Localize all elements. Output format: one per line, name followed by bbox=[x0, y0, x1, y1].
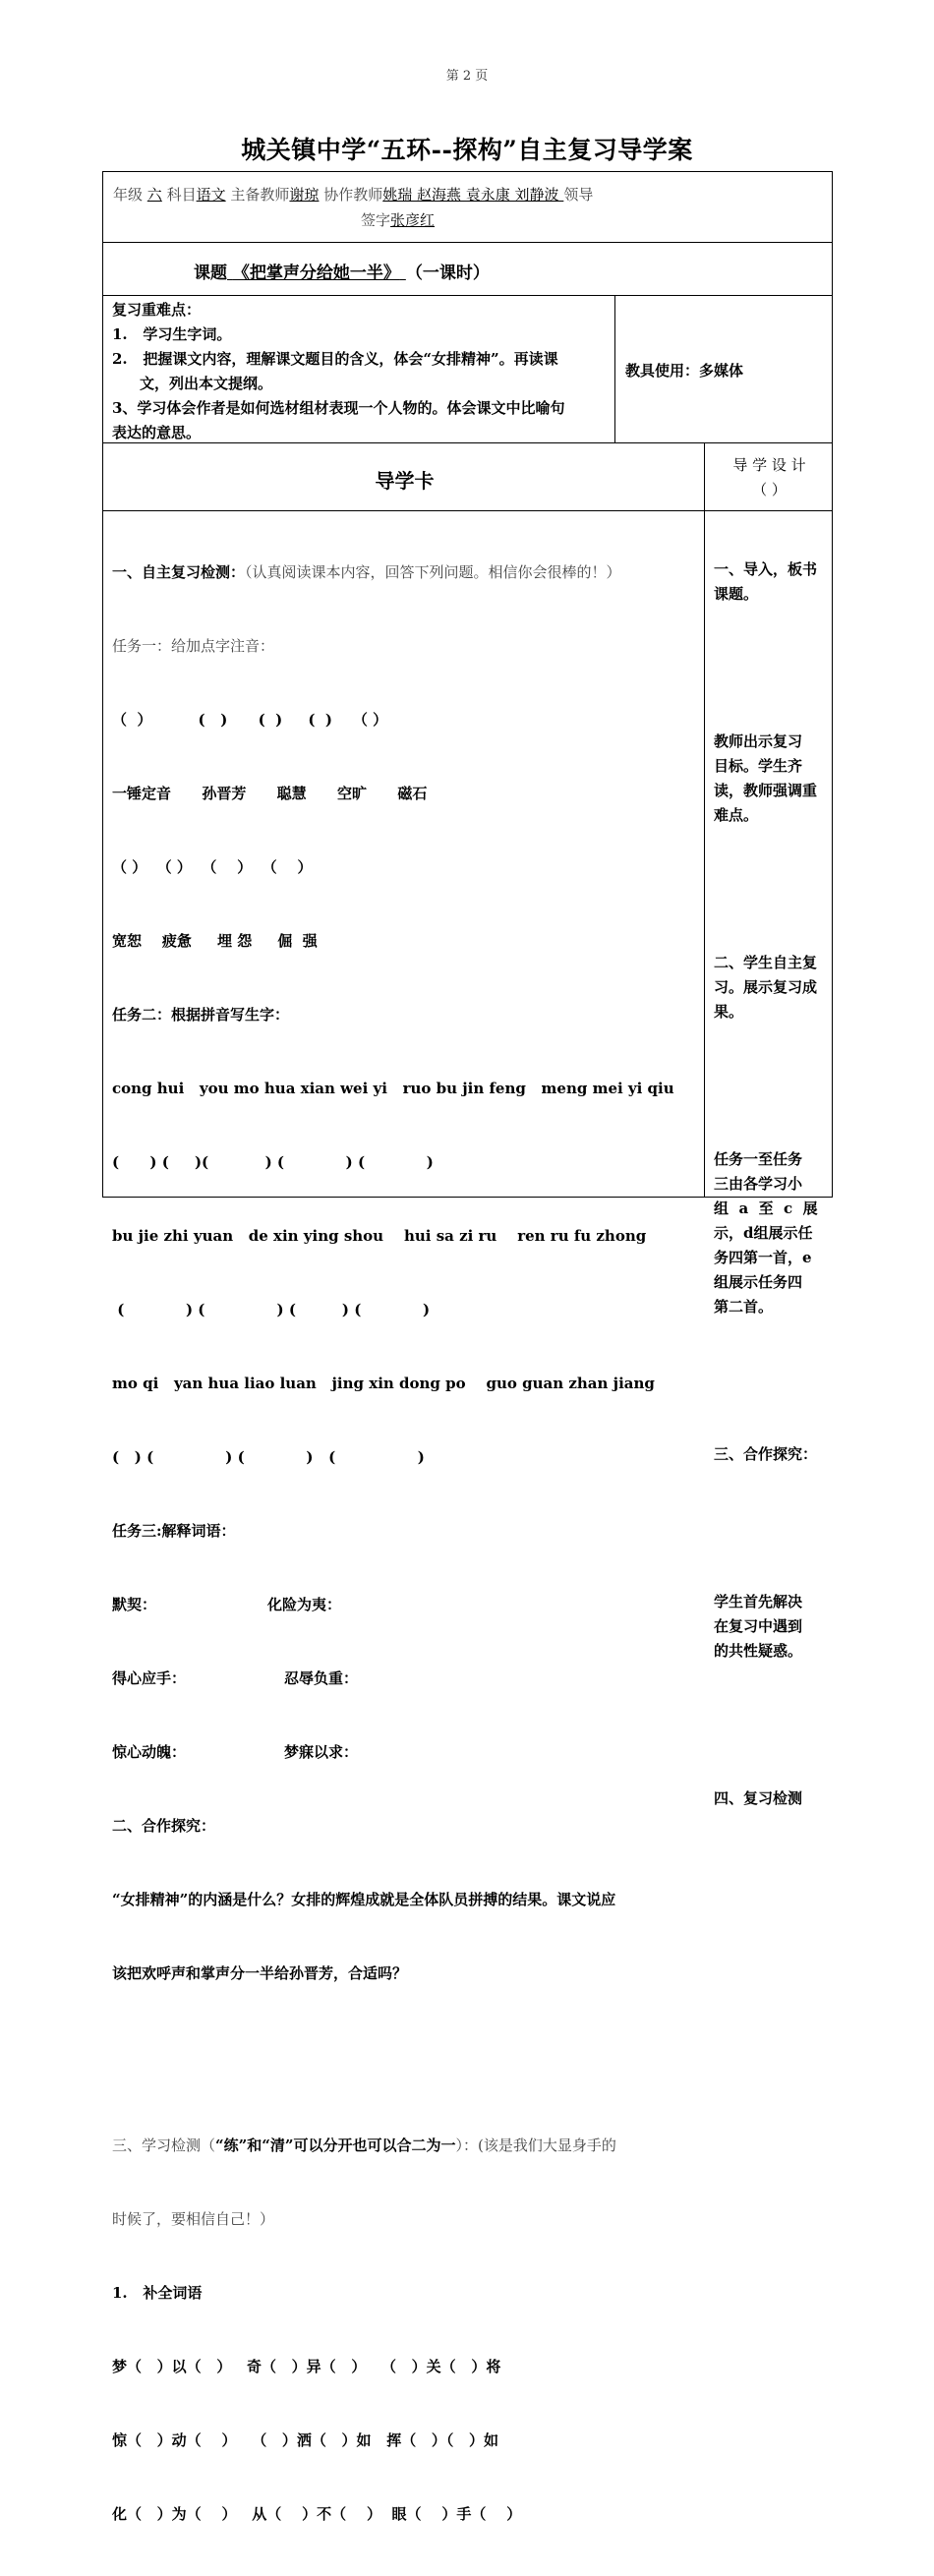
pinyin-1-blanks: ( ) ( )( ) ( ) ( ) bbox=[112, 1153, 434, 1171]
lesson-row bbox=[102, 242, 833, 296]
tools-cell bbox=[614, 295, 833, 443]
task-1-words-2: 宽恕 疲惫 埋 怨 倔 强 bbox=[112, 932, 318, 950]
key-point-3: 3、学习体会作者是如何选材组材表现一个人物的。体会课文中比喻句 bbox=[112, 399, 565, 417]
lead-teacher-label: 主备教师 bbox=[230, 186, 290, 204]
card-header: 导学卡 bbox=[375, 469, 435, 493]
task-1-words-1: 一锤定音 孙晋芳 聪慧 空旷 磁石 bbox=[112, 785, 428, 802]
fill-row-1: 梦（ ）以（ ） 奇（ ）异（ ） （ ）关（ ）将 bbox=[112, 2358, 501, 2375]
task-3: 任务三:解释词语： bbox=[112, 1522, 236, 1540]
design-step-5: 三、合作探究： bbox=[714, 1445, 818, 1463]
pinyin-2: bu jie zhi yuan de xin ying shou hui sa zi ru ren ru fu zhong bbox=[112, 1227, 647, 1245]
info-line-2 bbox=[361, 209, 435, 230]
section-3-item-1: 1. 补全词语 bbox=[112, 2284, 203, 2302]
task-1-paren-2: （ ） （ ） （ ） （ ） bbox=[112, 858, 313, 876]
key-points-cell bbox=[102, 295, 615, 443]
design-header-cell bbox=[704, 442, 833, 511]
fill-row-3: 化（ ）为（ ） 从（ ）不（ ） 眼（ ）手（ ） bbox=[112, 2505, 522, 2523]
key-point-1: 1. 学习生字词。 bbox=[112, 325, 232, 343]
task-1-paren-1: （ ） ( ) ( ) ( ) （ ） bbox=[112, 711, 388, 729]
lesson-line bbox=[194, 259, 490, 283]
definition-row-2: 得心应手： 忍辱负重： bbox=[112, 1669, 359, 1687]
leader-label: 领导 bbox=[563, 186, 594, 204]
sign-label: 签字 bbox=[361, 211, 391, 229]
lesson-label: 课题 bbox=[194, 263, 227, 283]
main-content-cell bbox=[102, 510, 705, 2523]
pinyin-1: cong hui you mo hua xian wei yi ruo bu jin feng meng mei yi qiu bbox=[112, 1080, 674, 1097]
section-2-title: 二、合作探究： bbox=[112, 1817, 216, 1835]
section-1-title: 一、自主复习检测：（认真阅读课本内容，回答下列问题。相信你会很棒的！） bbox=[112, 563, 621, 581]
design-header: 导 学 设 计 （ ） bbox=[732, 456, 806, 498]
section-3-title: 三、学习检测（“练”和“清”可以分开也可以合二为一）：(该是我们大显身手的 bbox=[112, 2137, 616, 2154]
lead-teacher-value: 谢琼 bbox=[289, 186, 320, 204]
task-2: 任务二：根据拼音写生字： bbox=[112, 1006, 290, 1024]
tools-text: 教具使用：多媒体 bbox=[625, 362, 744, 380]
lesson-value: 《把掌声分给她一半》 bbox=[232, 263, 400, 283]
lesson-hours: （一课时） bbox=[405, 263, 490, 283]
section-3-note: 时候了，要相信自己！） bbox=[112, 2210, 275, 2228]
key-point-3-cont: 表达的意思。 bbox=[112, 424, 202, 441]
card-header-cell bbox=[102, 442, 705, 511]
definition-row-1: 默契： 化险为夷： bbox=[112, 1596, 342, 1613]
pinyin-3: mo qi yan hua liao luan jing xin dong po guo guan zhan jiang bbox=[112, 1375, 655, 1392]
document-title: 城关镇中学“五环--探构”自主复习导学案 bbox=[241, 136, 693, 164]
task-1: 任务一：给加点字注音： bbox=[112, 637, 275, 655]
sign-value: 张彦红 bbox=[390, 211, 436, 229]
grade-label: 年级 bbox=[113, 186, 144, 204]
design-step-7: 四、复习检测 bbox=[714, 1789, 803, 1807]
pinyin-2-blanks: ( ) ( ) ( ) ( ) bbox=[112, 1301, 431, 1318]
key-points-heading: 复习重难点： bbox=[112, 301, 202, 319]
section-2-question-2: 该把欢呼声和掌声分一半给孙晋芳，合适吗？ bbox=[112, 1964, 408, 1982]
info-row bbox=[102, 171, 833, 243]
pinyin-3-blanks: ( ) ( ) ( ) ( ) bbox=[112, 1448, 425, 1466]
subject-value: 语文 bbox=[196, 186, 226, 204]
page-number: 第 2 页 bbox=[445, 69, 489, 84]
design-step-4: 任务一至任务 三由各学习小 组 a 至 c 展 示，d组展示任 务四第一首，e 组展示任务四 第二首。 bbox=[714, 1150, 818, 1316]
grade-value: 六 bbox=[146, 186, 162, 204]
design-step-2: 教师出示复习 目标。学生齐 读，教师强调重 难点。 bbox=[714, 732, 818, 824]
design-step-1: 一、导入，板书 课题。 bbox=[714, 560, 818, 603]
info-line-1 bbox=[113, 184, 593, 205]
design-notes-cell bbox=[704, 510, 833, 1807]
section-2-question-1: “女排精神”的内涵是什么？女排的辉煌成就是全体队员拼搏的结果。课文说应 bbox=[112, 1891, 616, 1908]
co-teacher-label: 协作教师 bbox=[323, 186, 383, 204]
subject-label: 科目 bbox=[166, 186, 197, 204]
definition-row-3: 惊心动魄： 梦寐以求： bbox=[112, 1743, 359, 1761]
fill-row-2: 惊（ ）动（ ） （ ）洒（ ）如 挥（ ）（ ）如 bbox=[112, 2431, 499, 2449]
co-teacher-value: 姚瑞 赵海燕 袁永康 刘静波 bbox=[382, 186, 559, 204]
key-point-2-cont: 文，列出本文提纲。 bbox=[140, 375, 273, 392]
design-step-6: 学生首先解决 在复习中遇到 的共性疑惑。 bbox=[714, 1593, 803, 1660]
key-point-2: 2. 把握课文内容，理解课文题目的含义，体会“女排精神”。再读课 bbox=[112, 350, 558, 368]
design-step-3: 二、学生自主复 习。展示复习成 果。 bbox=[714, 954, 818, 1021]
